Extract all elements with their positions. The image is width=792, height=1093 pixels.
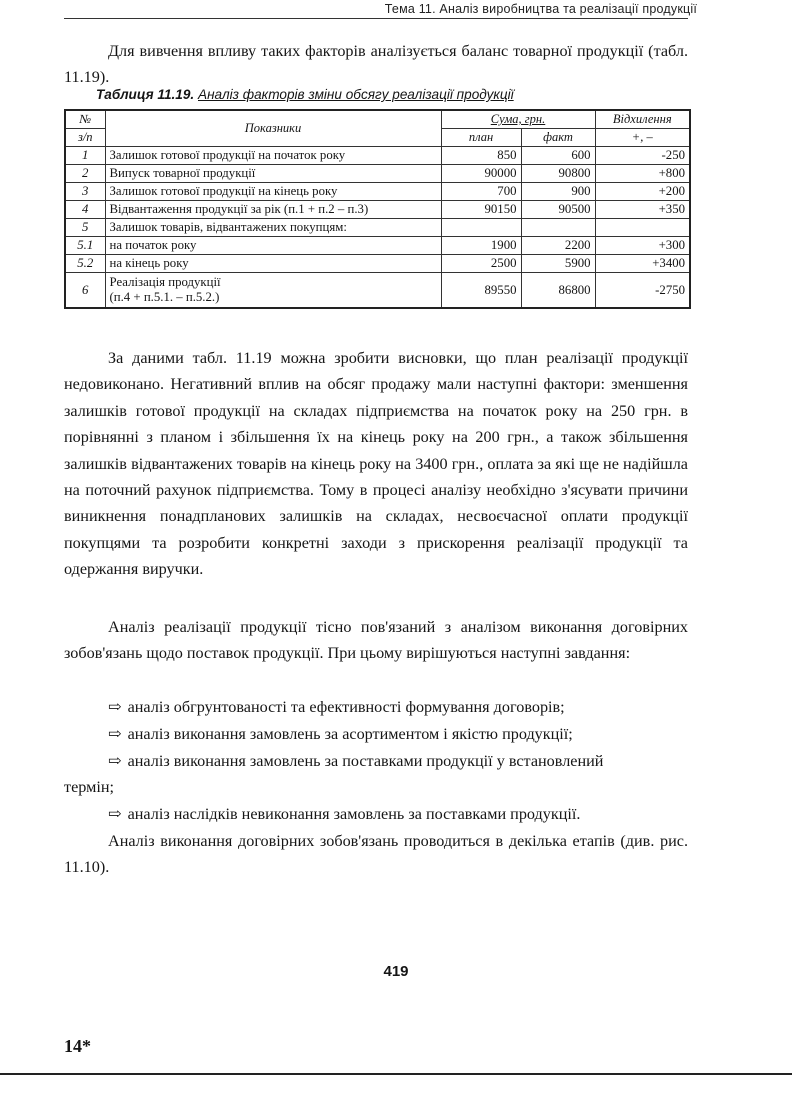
page-number: 419 xyxy=(383,963,409,980)
row-deviation: +3400 xyxy=(595,255,690,273)
row-plan: 90000 xyxy=(441,165,521,183)
row-plan: 850 xyxy=(441,147,521,165)
row-plan: 89550 xyxy=(441,273,521,309)
row-indicator: Залишок готової продукції на кінець року xyxy=(105,183,441,201)
factors-table xyxy=(64,109,691,309)
list-item xyxy=(108,694,688,720)
arrow-right-icon: ⇨ xyxy=(108,698,122,716)
row-indicator xyxy=(105,273,441,309)
row-fact xyxy=(521,219,595,237)
row-indicator: Залишок готової продукції на початок року xyxy=(105,147,441,165)
row-indicator: Випуск товарної продукції xyxy=(105,165,441,183)
row-indicator-line2: (п.4 + п.5.1. – п.5.2.) xyxy=(109,290,220,304)
row-number: 4 xyxy=(65,201,105,219)
row-number: 6 xyxy=(65,273,105,309)
table-row xyxy=(65,237,690,255)
row-indicator: на кінець року xyxy=(105,255,441,273)
row-fact: 2200 xyxy=(521,237,595,255)
list-item xyxy=(108,721,688,747)
running-head: Тема 11. Аналіз виробництва та реалізації продукції xyxy=(384,2,697,16)
table-row xyxy=(65,201,690,219)
row-number: 1 xyxy=(65,147,105,165)
table-caption-label: Таблиця 11.19. xyxy=(96,87,195,102)
row-fact: 600 xyxy=(521,147,595,165)
row-fact: 5900 xyxy=(521,255,595,273)
table-row xyxy=(65,219,690,237)
header-deviation-sign: +, – xyxy=(595,129,690,147)
row-number: 5 xyxy=(65,219,105,237)
conclusion-paragraph: За даними табл. 11.19 можна зробити висновки, що план реалізації продукції недовиконано. Негативний вплив на обсяг продажу мали наступні фактори: зменшення залишків готової продукції на складах підприємства на початок року на 250 грн. в порівнянні з планом і збільшення їх на кінець року на 200 грн., а також збільшення залишків відвантажених товарів на кінець року на 3400 грн., оплата за які ще не надійшла на поточний рахунок підприємства. Тому в процесі аналізу необхідно з'ясувати причини виникнення понадпланових залишків на складах, несвоєчасної оплати продукції покупцями та розробити конкретні заходи з прискорення реалізації продукції та одержання виручки. xyxy=(64,349,688,579)
header-indicators: Показники xyxy=(105,110,441,147)
header-num-top: № xyxy=(65,110,105,129)
row-number: 2 xyxy=(65,165,105,183)
row-plan: 700 xyxy=(441,183,521,201)
arrow-right-icon: ⇨ xyxy=(108,725,122,743)
row-number: 5.1 xyxy=(65,237,105,255)
row-indicator: на початок року xyxy=(105,237,441,255)
list-item-continuation: термін; xyxy=(64,778,115,796)
row-deviation xyxy=(595,219,690,237)
row-deviation: -250 xyxy=(595,147,690,165)
header-deviation: Відхилення xyxy=(595,110,690,129)
header-sum: Сума, грн. xyxy=(441,110,595,129)
row-deviation: +800 xyxy=(595,165,690,183)
row-number: 5.2 xyxy=(65,255,105,273)
intro-paragraph: Для вивчення впливу таких факторів аналізується баланс товарної продукції (табл. 11.19). xyxy=(64,42,688,87)
header-rule xyxy=(64,18,688,19)
header-num-bottom: з/п xyxy=(65,129,105,147)
header-fact: факт xyxy=(521,129,595,147)
list-item xyxy=(108,748,688,774)
list-item-text: аналіз обгрунтованості та ефективності формування договорів; xyxy=(127,698,565,716)
list-item-text: аналіз наслідків невиконання замовлень за поставками продукції. xyxy=(127,805,581,823)
tasks-paragraph: Аналіз реалізації продукції тісно пов'язаний з аналізом виконання договірних зобов'язань щодо поставок продукції. При цьому вирішуються наступні завдання: xyxy=(64,618,688,663)
row-deviation: +200 xyxy=(595,183,690,201)
row-fact: 90500 xyxy=(521,201,595,219)
arrow-right-icon: ⇨ xyxy=(108,752,122,770)
row-plan: 90150 xyxy=(441,201,521,219)
header-plan: план xyxy=(441,129,521,147)
row-deviation: +350 xyxy=(595,201,690,219)
row-indicator-line1: Реалізація продукції xyxy=(109,275,221,289)
row-number: 3 xyxy=(65,183,105,201)
signature-mark: 14* xyxy=(64,1036,91,1056)
table-row xyxy=(65,255,690,273)
table-caption xyxy=(96,87,514,102)
row-deviation: +300 xyxy=(595,237,690,255)
table-row xyxy=(65,273,690,309)
row-deviation: -2750 xyxy=(595,273,690,309)
list-item-text: аналіз виконання замовлень за асортиментом і якістю продукції; xyxy=(127,725,573,743)
table-row xyxy=(65,165,690,183)
row-indicator: Залишок товарів, відвантажених покупцям: xyxy=(105,219,441,237)
stages-paragraph: Аналіз виконання договірних зобов'язань проводиться в декілька етапів (див. рис. 11.10). xyxy=(64,832,688,877)
bottom-rule xyxy=(0,1073,792,1075)
row-fact: 86800 xyxy=(521,273,595,309)
row-fact: 90800 xyxy=(521,165,595,183)
list-item-text: аналіз виконання замовлень за поставками продукції у встановлений xyxy=(127,752,604,770)
table-caption-text: Аналіз факторів зміни обсягу реалізації продукції xyxy=(198,87,514,102)
row-fact: 900 xyxy=(521,183,595,201)
list-item xyxy=(108,801,688,827)
table-row xyxy=(65,147,690,165)
arrow-right-icon: ⇨ xyxy=(108,805,122,823)
table-row xyxy=(65,183,690,201)
row-plan: 1900 xyxy=(441,237,521,255)
row-indicator: Відвантаження продукції за рік (п.1 + п.2 – п.3) xyxy=(105,201,441,219)
row-plan: 2500 xyxy=(441,255,521,273)
table-header-row xyxy=(65,110,690,129)
row-plan xyxy=(441,219,521,237)
